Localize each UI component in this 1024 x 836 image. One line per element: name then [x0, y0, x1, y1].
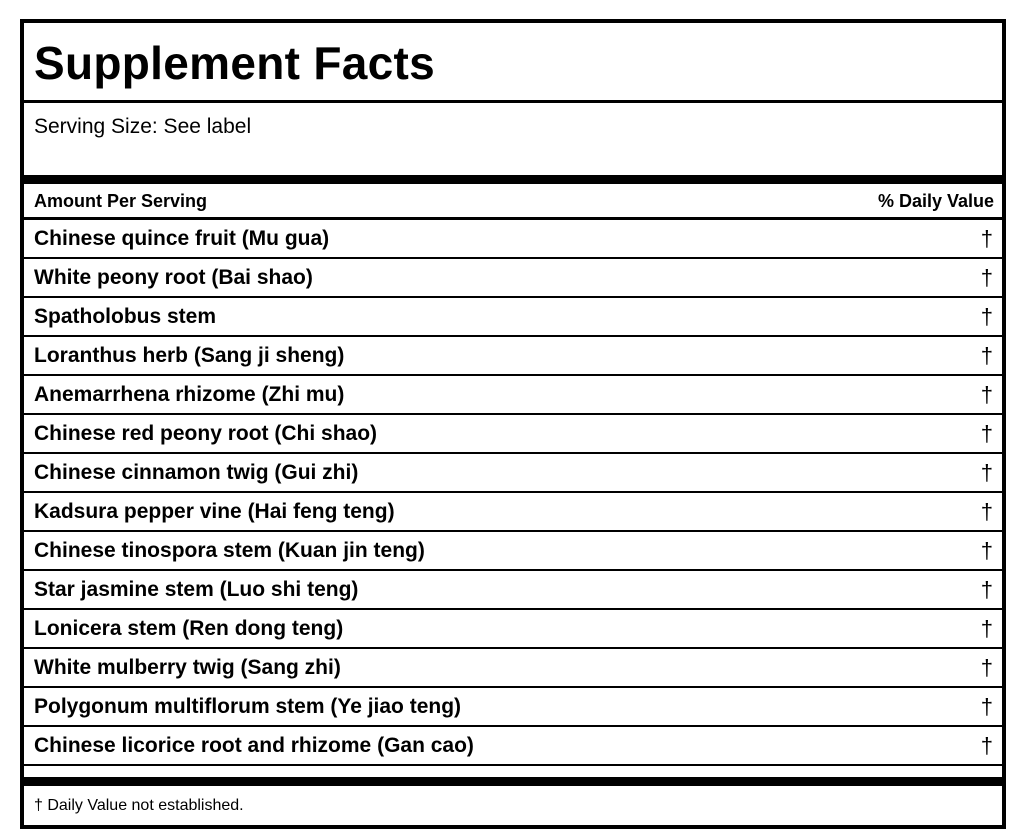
ingredient-row [24, 337, 1002, 376]
ingredient-name: Chinese quince fruit (Mu gua) [34, 227, 330, 250]
ingredient-row [24, 259, 1002, 298]
panel-title: Supplement Facts [34, 37, 435, 89]
ingredient-name: Star jasmine stem (Luo shi teng) [34, 578, 359, 601]
ingredient-row [24, 532, 1002, 571]
daily-value-dagger: † [980, 265, 993, 290]
ingredient-name: Loranthus herb (Sang ji sheng) [34, 344, 345, 367]
daily-value-dagger: † [980, 538, 993, 563]
ingredient-row [24, 727, 1002, 766]
daily-value-dagger: † [980, 655, 993, 680]
footnote-text: † Daily Value not established. [34, 797, 244, 814]
daily-value-dagger: † [980, 382, 993, 407]
ingredient-row [24, 454, 1002, 493]
ingredient-name: Chinese red peony root (Chi shao) [34, 422, 378, 445]
ingredient-name: Spatholobus stem [34, 305, 217, 328]
ingredient-row [24, 298, 1002, 337]
serving-size-section [24, 103, 1002, 175]
ingredient-list [24, 220, 1002, 766]
footnote-section [24, 786, 1002, 825]
ingredient-row [24, 220, 1002, 259]
thick-divider-top [24, 175, 1002, 184]
ingredient-row [24, 493, 1002, 532]
ingredient-name: Kadsura pepper vine (Hai feng teng) [34, 500, 395, 523]
supplement-facts-panel [20, 19, 1006, 829]
daily-value-dagger: † [980, 694, 993, 719]
column-header-row [24, 184, 1002, 220]
daily-value-dagger: † [980, 616, 993, 641]
amount-per-serving-header: Amount Per Serving [34, 191, 208, 211]
ingredient-name: White mulberry twig (Sang zhi) [34, 656, 341, 679]
ingredient-name: Chinese cinnamon twig (Gui zhi) [34, 461, 359, 484]
ingredient-name: Chinese licorice root and rhizome (Gan cao) [34, 734, 474, 757]
title-section [24, 23, 1002, 103]
daily-value-dagger: † [980, 421, 993, 446]
ingredient-name: White peony root (Bai shao) [34, 266, 313, 289]
serving-size: Serving Size: See label [34, 115, 252, 138]
ingredient-row [24, 610, 1002, 649]
ingredient-row [24, 649, 1002, 688]
ingredient-name: Anemarrhena rhizome (Zhi mu) [34, 383, 345, 406]
daily-value-dagger: † [980, 460, 993, 485]
thick-divider-bottom [24, 777, 1002, 786]
daily-value-dagger: † [980, 577, 993, 602]
daily-value-dagger: † [980, 733, 993, 758]
daily-value-dagger: † [980, 226, 993, 251]
daily-value-header: % Daily Value [877, 191, 994, 211]
ingredient-row [24, 376, 1002, 415]
daily-value-dagger: † [980, 343, 993, 368]
ingredient-row [24, 688, 1002, 727]
ingredient-name: Polygonum multiflorum stem (Ye jiao teng) [34, 695, 462, 718]
daily-value-dagger: † [980, 304, 993, 329]
ingredient-row [24, 571, 1002, 610]
ingredient-name: Chinese tinospora stem (Kuan jin teng) [34, 539, 425, 562]
daily-value-dagger: † [980, 499, 993, 524]
ingredient-name: Lonicera stem (Ren dong teng) [34, 617, 344, 640]
ingredient-row [24, 415, 1002, 454]
